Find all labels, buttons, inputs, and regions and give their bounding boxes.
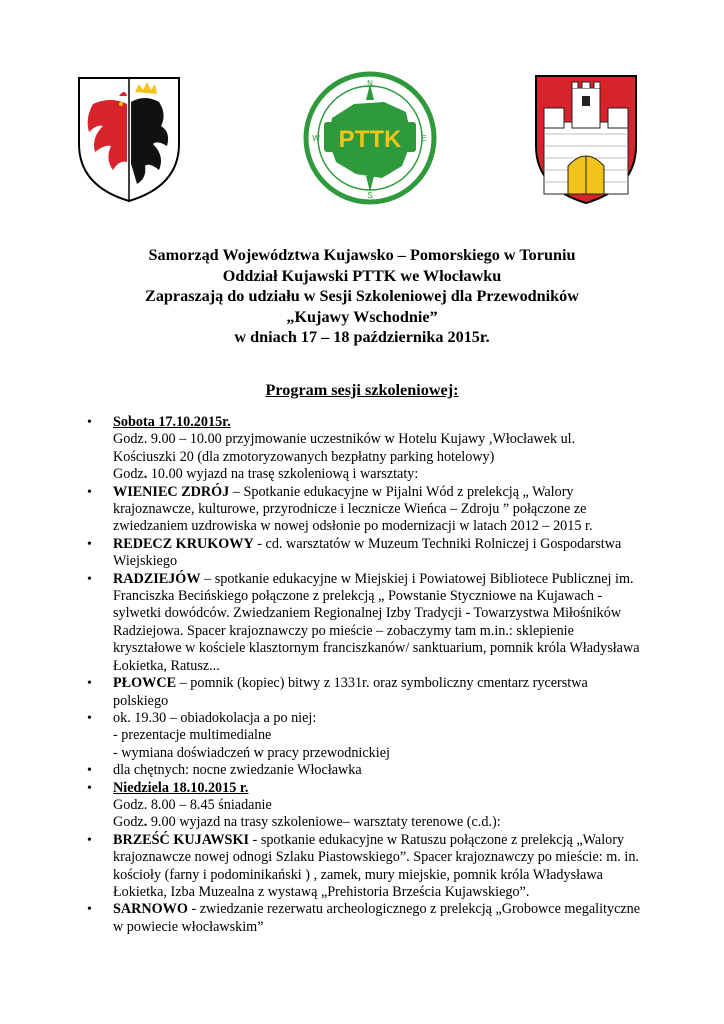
- item-text: Radziejowa. Spacer krajoznawczy po mieście – zobaczymy tam m.in.: sklepienie: [113, 622, 574, 639]
- bullet-icon: •: [87, 780, 92, 796]
- item-text: – Spotkanie edukacyjne w Pijalni Wód z prelekcją „ Walory: [229, 483, 574, 500]
- heading-line-1: Samorząd Województwa Kujawsko – Pomorskiego w Toruniu: [148, 246, 576, 264]
- item-text: kryształowe w kościele klasztornym franciszkanów/ sanktuarium, pomnik króla Władysława: [113, 640, 640, 657]
- list-item: [87, 780, 667, 832]
- item-text: krajoznawcze nowej odnogi Szlaku Piastowskiego”. Spacer krajoznawczy po mieście: m. in.: [113, 849, 639, 866]
- list-item: [87, 571, 667, 675]
- compass-w: W: [312, 134, 320, 143]
- item-text: Godz: [113, 466, 144, 483]
- item-text: sylwetki dowódców. Zwiedzaniem Regionalnej Izby Tradycji - Towarzystwa Miłośników: [113, 605, 622, 622]
- wloclawek-coat-of-arms-icon: [532, 72, 640, 206]
- item-text: Łokietka, Izba Muzealna z wystawą „Prehistoria Brześcia Kujawskiego”.: [113, 883, 530, 900]
- item-text: .: [143, 814, 151, 831]
- place-label: SARNOWO: [113, 901, 188, 918]
- item-text: Łokietka, Ratusz...: [113, 657, 220, 674]
- list-item: [87, 675, 667, 710]
- item-text: w powiecie włocławskim”: [113, 918, 264, 935]
- item-text: – spotkanie edukacyjne w Miejskiej i Powiatowej Bibliotece Publicznej im.: [200, 570, 634, 587]
- place-label: WIENIEC ZDRÓJ: [113, 483, 230, 500]
- item-text: .: [143, 466, 151, 483]
- invitation-heading: [0, 245, 724, 348]
- program-list: [87, 414, 667, 936]
- bullet-icon: •: [87, 763, 92, 779]
- item-text: - spotkanie edukacyjne w Ratuszu połączone z prelekcją „Walory: [249, 831, 625, 848]
- item-text: kościoły (farny i podominikański ) , zamek, mury miejskie, pomnik króla Władysława: [113, 866, 603, 883]
- item-text: - zwiedzanie rezerwatu archeologicznego z prelekcją „Grobowce megalityczne: [187, 901, 641, 918]
- list-item: [87, 901, 667, 936]
- compass-n: N: [367, 79, 373, 88]
- bullet-icon: •: [87, 676, 92, 692]
- list-item: [87, 832, 667, 902]
- list-item: [87, 414, 667, 484]
- item-text: Godz: [113, 814, 144, 831]
- item-text: Wiejskiego: [113, 553, 178, 570]
- place-label: RADZIEJÓW: [113, 570, 201, 587]
- program-title: Program sesji szkoleniowej:: [265, 381, 459, 399]
- heading-line-4: „Kujawy Wschodnie”: [286, 307, 438, 326]
- item-text: ok. 19.30 – obiadokolacja a po niej:: [113, 709, 317, 726]
- item-text: Godz. 9.00 – 10.00 przyjmowanie uczestników w Hotelu Kujawy ,Włocławek ul.: [113, 431, 576, 448]
- item-text: polskiego: [113, 692, 169, 709]
- heading-line-2: Oddział Kujawski PTTK we Włocławku: [222, 266, 502, 285]
- place-label: PŁOWCE: [113, 675, 177, 692]
- heading-line-5: w dniach 17 – 18 października 2015r.: [234, 328, 490, 346]
- logo-row: [0, 70, 724, 210]
- heading-line-3: Zapraszają do udziału w Sesji Szkoleniowej dla Przewodników: [145, 287, 579, 305]
- bullet-icon: •: [87, 484, 92, 500]
- item-text: dla chętnych: nocne zwiedzanie Włocławka: [113, 762, 362, 779]
- bullet-icon: •: [87, 902, 92, 918]
- item-text: 9.00 wyjazd na trasy szkoleniowe– warsztaty terenowe (c.d.):: [150, 814, 501, 831]
- bullet-icon: •: [87, 832, 92, 848]
- bullet-icon: •: [87, 415, 92, 430]
- list-item: [87, 536, 667, 571]
- item-text: Godz. 8.00 – 8.45 śniadanie: [113, 796, 272, 813]
- place-label: BRZEŚĆ KUJAWSKI: [113, 831, 249, 848]
- item-text: - cd. warsztatów w Muzeum Techniki Rolniczej i Gospodarstwa: [253, 535, 622, 552]
- item-text: Kościuszki 20 (dla zmotoryzowanych bezpłatny parking hotelowy): [113, 448, 495, 465]
- pttk-logo-icon: [302, 70, 438, 206]
- bullet-icon: •: [87, 571, 92, 587]
- item-text: - prezentacje multimedialne: [113, 727, 272, 744]
- compass-s: S: [367, 191, 373, 200]
- day-label: Niedziela 18.10.2015 r.: [113, 779, 249, 796]
- pttk-logo-text: PTTK: [338, 126, 402, 153]
- item-text: – pomnik (kopiec) bitwy z 1331r. oraz symboliczny cmentarz rycerstwa: [176, 675, 588, 692]
- list-item: [87, 484, 667, 536]
- item-text: Franciszka Becińskiego połączone z prelekcją „ Powstanie Styczniowe na Kujawach -: [113, 588, 603, 605]
- day-label: Sobota 17.10.2015r.: [113, 414, 231, 430]
- item-text: zwiedzaniem uzdrowiska w nowej odsłonie po modernizacji w latach 2012 – 2015 r.: [113, 518, 593, 535]
- compass-e: E: [421, 134, 427, 143]
- item-text: - wymiana doświadczeń w pracy przewodnickiej: [113, 744, 390, 761]
- place-label: REDECZ KRUKOWY: [113, 535, 254, 552]
- list-item: [87, 762, 667, 779]
- bullet-icon: •: [87, 710, 92, 726]
- bullet-icon: •: [87, 536, 92, 552]
- kujawsko-pomorskie-coat-of-arms-icon: [75, 74, 183, 204]
- item-text: 10.00 wyjazd na trasę szkoleniową i warsztaty:: [150, 466, 419, 483]
- list-item: [87, 710, 667, 762]
- item-text: krajoznawcze, kulturowe, przyrodnicze i lecznicze Wieńca – Zdroju ” połączone ze: [113, 501, 587, 518]
